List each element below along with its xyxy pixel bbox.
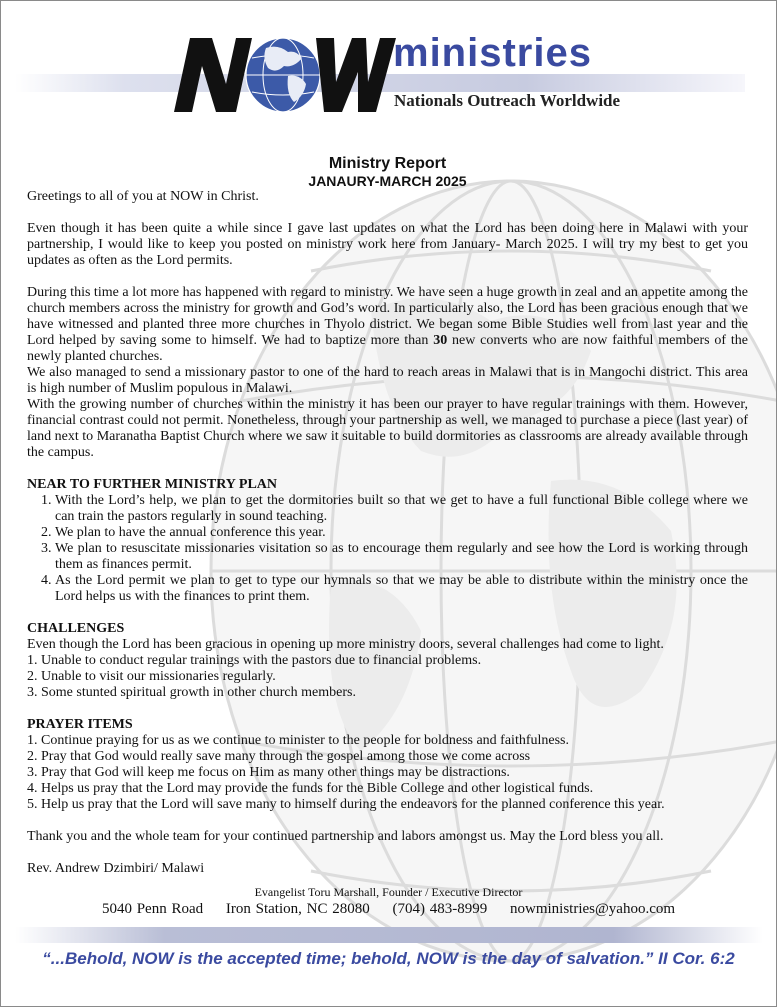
prayer-item: 4. Helps us pray that the Lord may provide the funds for the Bible College and other logistical funds. xyxy=(27,781,594,796)
plan-item: 4. As the Lord permit we plan to get to type our hymnals so that we may be able to distribute within the ministry once the Lord helps us with the finances to print them. xyxy=(55,573,748,605)
now-logo xyxy=(166,34,396,114)
footer-stripe xyxy=(15,927,763,943)
challenge-item: 2. Unable to visit our missionaries regularly. xyxy=(27,669,276,684)
phone-number: (704) 483-8999 xyxy=(392,901,488,917)
growth-text-b: new converts who are now faithful members of the newly planted churches. xyxy=(27,333,748,364)
logo-wordmark: ministries xyxy=(393,31,592,75)
growth-text-a: During this time a lot more has happened with regard to ministry. We have seen a huge growth in zeal and an appetite among the church members across the ministry for growth and God’s word. In particularly also, the Lord has been gracious enough that we have witnessed and planted three more churches in Thyolo district. We began some Bible Studies well from last year and the Lord helped by saving some to himself. We had to baptize more than xyxy=(27,285,748,348)
email-address: nowministries@yahoo.com xyxy=(509,901,676,917)
report-period: JANAURY-MARCH 2025 xyxy=(308,173,467,189)
plan-item: 2. We plan to have the annual conference this year. xyxy=(55,525,748,541)
plan-item: 3. We plan to resuscitate missionaries visitation so as to encourage them regularly and see how the Lord is working through them as finances permit. xyxy=(55,541,748,573)
plan-list xyxy=(27,493,748,605)
founder-line: Evangelist Toru Marshall, Founder / Executive Director xyxy=(254,885,523,899)
scripture-verse: “...Behold, NOW is the accepted time; behold, NOW is the day of salvation.” II Cor. 6:2 xyxy=(42,949,735,968)
signature: Rev. Andrew Dzimbiri/ Malawi xyxy=(27,861,205,876)
globe-icon xyxy=(246,38,320,112)
baptism-count: 30 xyxy=(433,333,448,348)
city-state-zip: Iron Station, NC 28080 xyxy=(225,901,370,917)
challenges-heading: CHALLENGES xyxy=(27,621,125,636)
contact-line xyxy=(1,901,776,918)
plan-item: 1. With the Lord’s help, we plan to get the dormitories built so that we get to have a full functional Bible college where we can train the pastors regularly in sound teaching. xyxy=(55,493,748,525)
challenge-item: 3. Some stunted spiritual growth in other church members. xyxy=(27,685,356,700)
prayer-item: 1. Continue praying for us as we continue to minister to the people for boldness and faithfulness. xyxy=(27,733,570,748)
letterhead xyxy=(1,1,776,131)
logo-tagline: Nationals Outreach Worldwide xyxy=(394,91,621,110)
greeting: Greetings to all of you at NOW in Christ. xyxy=(27,189,259,204)
prayer-item: 5. Help us pray that the Lord will save many to himself during the endeavors for the planned conference this year. xyxy=(27,797,665,812)
challenge-item: 1. Unable to conduct regular trainings with the pastors due to financial problems. xyxy=(27,653,482,668)
closing-paragraph: Thank you and the whole team for your continued partnership and labors amongst us. May the Lord bless you all. xyxy=(27,829,664,844)
report-body xyxy=(27,154,748,877)
plan-heading: NEAR TO FURTHER MINISTRY PLAN xyxy=(27,477,278,492)
intro-paragraph: Even though it has been quite a while since I gave last updates on what the Lord has been doing here in Malawi with your partnership, I would like to keep you posted on ministry work here from January- March 2025. I will try my best to get you updates as often as the Lord permits. xyxy=(27,221,748,268)
prayer-item: 2. Pray that God would really save many through the gospel among those we come across xyxy=(27,749,531,764)
challenges-intro: Even though the Lord has been gracious in opening up more ministry doors, several challenges had come to light. xyxy=(27,637,664,652)
growth-paragraph xyxy=(27,285,748,365)
training-paragraph: With the growing number of churches within the ministry it has been our prayer to have regular trainings with them. However, financial contrast could not permit. Nonetheless, through your partnership as well, we managed to purchase a piece (last year) of land next to Maranatha Baptist Church where we saw it suitable to build dormitories as classrooms are already available through the campus. xyxy=(27,397,748,460)
street-address: 5040 Penn Road xyxy=(101,901,204,917)
prayer-heading: PRAYER ITEMS xyxy=(27,717,133,732)
report-title: Ministry Report xyxy=(328,155,447,172)
prayer-item: 3. Pray that God will keep me focus on Him as many other things may be distractions. xyxy=(27,765,510,780)
missionary-paragraph: We also managed to send a missionary pastor to one of the hard to reach areas in Malawi that is in Mangochi district. This area is high number of Muslim populous in Malawi. xyxy=(27,365,748,396)
